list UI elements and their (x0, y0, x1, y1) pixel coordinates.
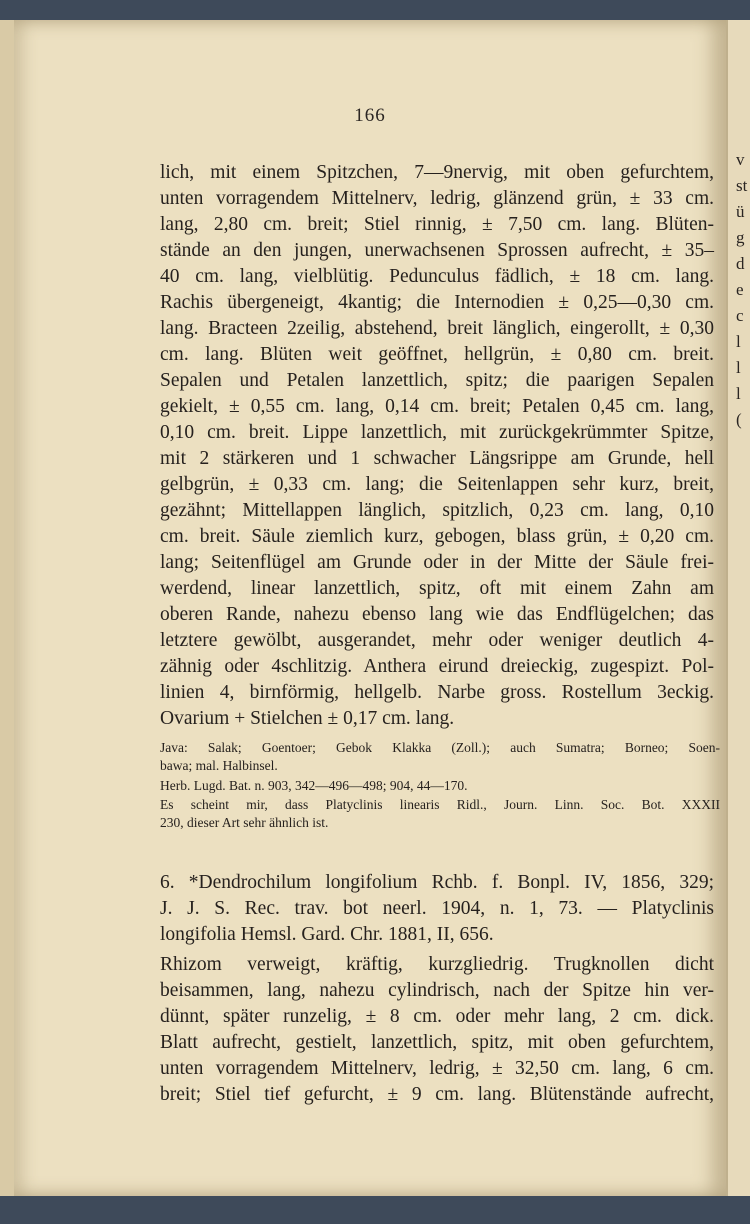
text-line: 40 cm. lang, vielblütig. Pedunculus fädlich, ± 18 cm. lang. (160, 266, 714, 287)
page-edge (0, 20, 14, 1196)
text-line: werdend, linear lanzettlich, spitz, oft mit einem Zahn am (160, 578, 714, 599)
text-line: lang. Bracteen 2zeilig, abstehend, breit länglich, eingerollt, ± 0,30 (160, 318, 714, 339)
facing-fragment: st (736, 176, 748, 195)
text-line: stände an den jungen, unerwachsenen Sprossen aufrecht, ± 35– (160, 240, 714, 261)
facing-fragment: g (736, 228, 745, 247)
text-line: zähnig oder 4schlitzig. Anthera eirund dreieckig, zugespizt. Pol- (160, 656, 714, 677)
facing-fragment: e (736, 280, 744, 299)
note-line: Java: Salak; Goentoer; Gebok Klakka (Zoll.); auch Sumatra; Borneo; Soen- (160, 740, 720, 755)
facing-fragment: ü (736, 202, 745, 221)
facing-fragment: ( (736, 410, 742, 429)
text-line: cm. lang. Blüten weit geöffnet, hellgrün, ± 0,80 cm. breit. (160, 344, 714, 365)
text-line: lang, 2,80 cm. breit; Stiel rinnig, ± 7,50 cm. lang. Blüten- (160, 214, 714, 235)
note-line: Herb. Lugd. Bat. n. 903, 342—496—498; 904, 44—170. (160, 778, 468, 793)
text-line: 0,10 cm. breit. Lippe lanzettlich, mit zurückgekrümmter Spitze, (160, 422, 714, 443)
text-line: gekielt, ± 0,55 cm. lang, 0,14 cm. breit; Petalen 0,45 cm. lang, (160, 396, 714, 417)
page-number: 166 (354, 105, 386, 126)
facing-page-edge (726, 20, 750, 1196)
text-line: Ovarium + Stielchen ± 0,17 cm. lang. (160, 708, 455, 729)
text-line: unten vorragendem Mittelnerv, ledrig, glänzend grün, ± 33 cm. (160, 188, 714, 209)
facing-fragment: l (736, 384, 741, 403)
note-line: Es scheint mir, dass Platyclinis linearis Ridl., Journ. Linn. Soc. Bot. XXXII (160, 797, 720, 812)
facing-fragment: l (736, 358, 741, 377)
facing-fragment: l (736, 332, 741, 351)
heading-line: longifolia Hemsl. Gard. Chr. 1881, II, 656. (160, 924, 494, 945)
facing-fragment: d (736, 254, 745, 273)
note-line: bawa; mal. Halbinsel. (160, 758, 278, 773)
text-line: unten vorragendem Mittelnerv, ledrig, ± 32,50 cm. lang, 6 cm. (160, 1058, 714, 1079)
text-line: Rachis übergeneigt, 4kantig; die Internodien ± 0,25—0,30 cm. (160, 292, 714, 313)
text-line: breit; Stiel tief gefurcht, ± 9 cm. lang. Blütenstände aufrecht, (160, 1084, 714, 1105)
text-line: lich, mit einem Spitzchen, 7—9nervig, mit oben gefurchtem, (160, 162, 714, 183)
heading-line: J. J. S. Rec. trav. bot neerl. 1904, n. 1, 73. — Platyclinis (160, 898, 714, 919)
text-line: beisammen, lang, nahezu cylindrisch, nach der Spitze hin ver- (160, 980, 714, 1001)
text-line: dünnt, später runzelig, ± 8 cm. oder mehr lang, 2 cm. dick. (160, 1006, 714, 1027)
text-line: cm. breit. Säule ziemlich kurz, gebogen, blass grün, ± 0,20 cm. (160, 526, 714, 547)
text-line: gezähnt; Mittellappen länglich, spitzlich, 0,23 cm. lang, 0,10 (160, 500, 714, 521)
text-line: letztere gewölbt, ausgerandet, mehr oder weniger deutlich 4- (160, 630, 714, 651)
text-line: oberen Rande, nahezu ebenso lang wie das Endflügelchen; das (160, 604, 714, 625)
facing-fragment: v (736, 150, 745, 169)
note-line: 230, dieser Art sehr ähnlich ist. (160, 815, 329, 830)
text-line: Sepalen und Petalen lanzettlich, spitz; die paarigen Sepalen (160, 370, 714, 391)
text-line: mit 2 stärkeren und 1 schwacher Längsrippe am Grunde, hell (160, 448, 714, 469)
text-line: linien 4, birnförmig, hellgelb. Narbe gross. Rostellum 3eckig. (160, 682, 714, 703)
heading-line: 6. *Dendrochilum longifolium Rchb. f. Bonpl. IV, 1856, 329; (160, 872, 714, 893)
text-line: Blatt aufrecht, gestielt, lanzettlich, spitz, mit oben gefurchtem, (160, 1032, 714, 1053)
text-line: gelbgrün, ± 0,33 cm. lang; die Seitenlappen sehr kurz, breit, (160, 474, 714, 495)
text-line: Rhizom verweigt, kräftig, kurzgliedrig. Trugknollen dicht (160, 954, 714, 975)
book-page (14, 20, 726, 1196)
text-line: lang; Seitenflügel am Grunde oder in der Mitte der Säule frei- (160, 552, 714, 573)
facing-fragment: c (736, 306, 744, 325)
